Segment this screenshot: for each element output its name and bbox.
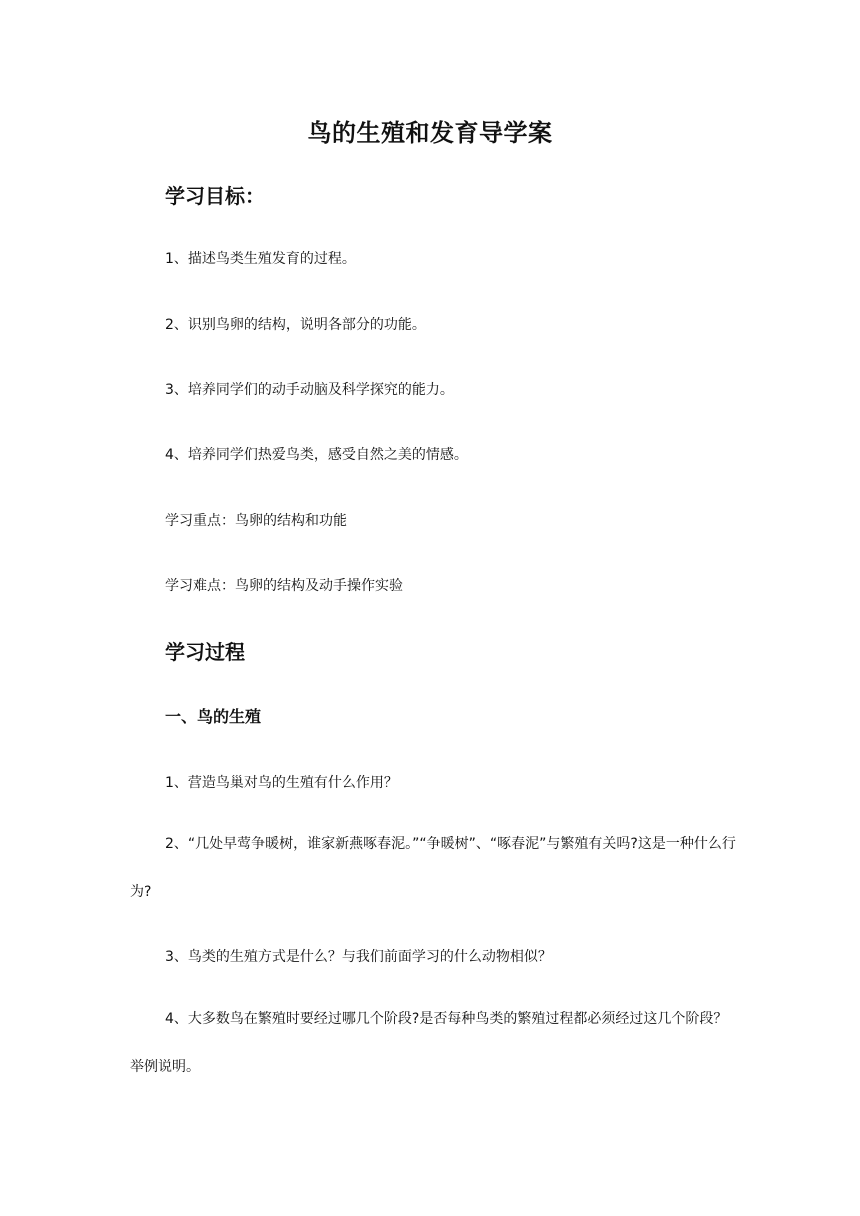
process-heading: 学习过程 xyxy=(165,640,245,664)
question-3: 3、鸟类的生殖方式是什么？与我们前面学习的什么动物相似？ xyxy=(165,949,552,965)
objective-item-3: 3、培养同学们的动手动脑及科学探究的能力。 xyxy=(165,382,454,398)
difficulty: 学习难点：鸟卵的结构及动手操作实验 xyxy=(165,578,403,594)
objective-item-2: 2、识别鸟卵的结构，说明各部分的功能。 xyxy=(165,317,426,333)
objective-item-1: 1、描述鸟类生殖发育的过程。 xyxy=(165,251,356,267)
objectives-heading: 学习目标： xyxy=(165,184,265,208)
question-4: 4、大多数鸟在繁殖时要经过哪几个阶段?是否每种鸟类的繁殖过程都必须经过这几个阶段？举例说明。 xyxy=(130,1011,728,1075)
objective-item-4: 4、培养同学们热爱鸟类，感受自然之美的情感。 xyxy=(165,447,468,463)
question-1: 1、营造鸟巢对鸟的生殖有什么作用？ xyxy=(165,775,398,791)
section1-heading: 一、鸟的生殖 xyxy=(165,707,262,726)
key-point: 学习重点：鸟卵的结构和功能 xyxy=(165,513,347,529)
question-2: 2、“几处早莺争暖树，谁家新燕啄春泥。”“争暖树”、“啄春泥”与繁殖有关吗?这是一种什么行为? xyxy=(130,836,736,900)
document-title: 鸟的生殖和发育导学案 xyxy=(307,119,553,147)
